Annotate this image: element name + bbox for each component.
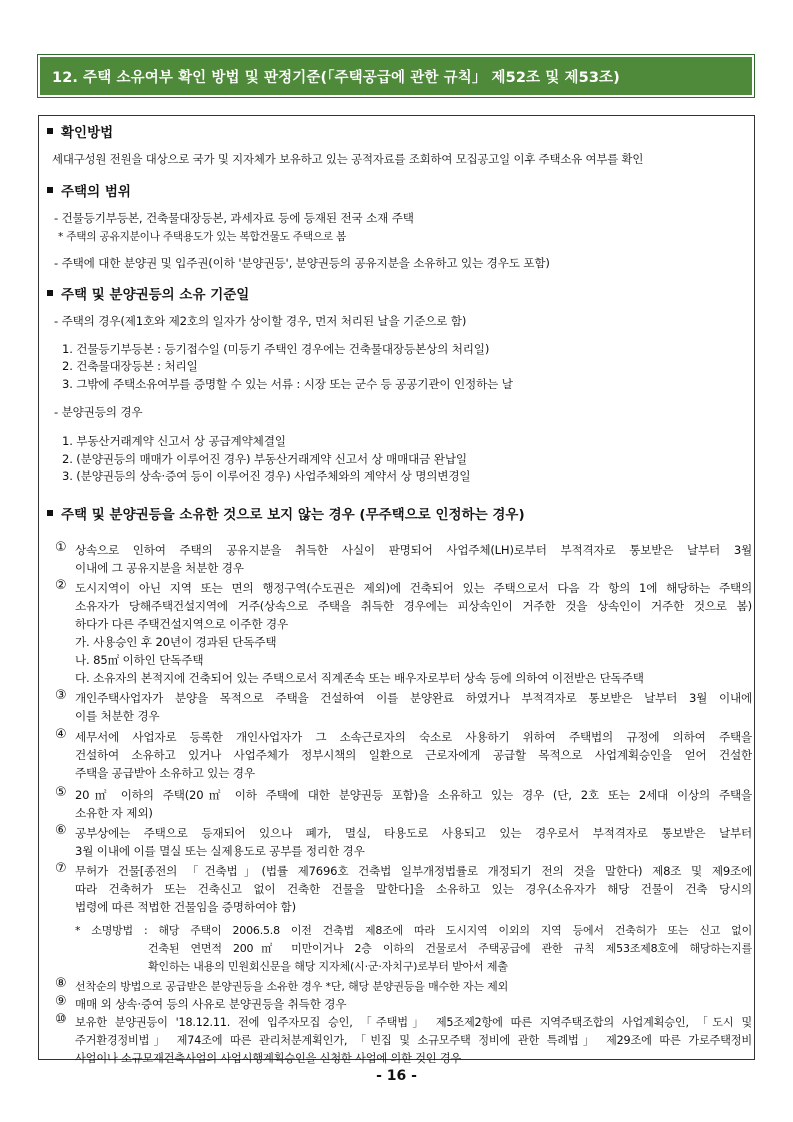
heading-label: 주택 및 분양권등의 소유 기준일 bbox=[61, 287, 250, 303]
scope-line-1: - 건물등기부등본, 건축물대장등본, 과세자료 등에 등재된 전국 소재 주택 bbox=[54, 211, 414, 225]
item-10-line-2: 주거환경정비법」 제74조에 따른 관리처분계획인가, 「빈집 및 소규모주택 정비에 관한 특례법」 제29조에 따른 가로주택정비 bbox=[75, 1034, 752, 1047]
heading-label: 주택의 범위 bbox=[61, 184, 131, 200]
presale-case-item-1: 1. 부동산거래계약 신고서 상 공급계약체결일 bbox=[62, 434, 286, 448]
item-1-line-1: 상속으로 인하여 주택의 공유지분을 취득한 사실이 판명되어 사업주체(LH)로부터 부적격자로 통보받은 날부터 3월 bbox=[75, 543, 752, 557]
item-number-10: ⑩ bbox=[55, 1012, 67, 1027]
housing-case-item-3: 3. 그밖에 주택소유여부를 증명할 수 있는 서류 : 시장 또는 군수 등 공공기관이 인정하는 날 bbox=[62, 377, 513, 391]
item-4-line-1: 세무서에 사업자로 등록한 개인사업자가 그 소속근로자의 숙소로 사용하기 위하여 주택법의 규정에 의하여 주택을 bbox=[75, 730, 752, 744]
section-title: 12. 주택 소유여부 확인 방법 및 판정기준(「주택공급에 관한 규칙」 제52조 및 제53조) bbox=[52, 69, 620, 86]
item-9-line-1: 매매 외 상속·증여 등의 사유로 분양권등을 취득한 경우 bbox=[75, 997, 347, 1011]
item-number-6: ⑥ bbox=[55, 823, 67, 838]
page-number: - 16 - bbox=[376, 1068, 417, 1084]
item-7-note-2: 건축된 연면적 200㎡ 미만이거나 2층 이하의 건물로서 주택공급에 관한 규칙 제53조제8호에 해당하는지를 bbox=[148, 942, 752, 955]
section-title-bar bbox=[40, 57, 752, 95]
item-number-8: ⑧ bbox=[55, 976, 67, 991]
housing-case-item-2: 2. 건축물대장등본 : 처리일 bbox=[62, 359, 198, 373]
item-5-line-1: 20㎡ 이하의 주택(20㎡ 이하 주택에 대한 분양권등 포함)을 소유하고 있는 경우 (단, 2호 또는 2세대 이상의 주택을 bbox=[75, 788, 752, 802]
heading-check-method bbox=[47, 121, 113, 141]
heading-label: 확인방법 bbox=[61, 125, 114, 141]
item-2-sub-a: 가. 사용승인 후 20년이 경과된 단독주택 bbox=[75, 635, 277, 649]
item-3-line-2: 이를 처분한 경우 bbox=[75, 709, 160, 723]
item-1-line-2: 이내에 그 공유지분을 처분한 경우 bbox=[75, 561, 244, 575]
item-number-2: ② bbox=[55, 578, 67, 593]
item-3-line-1: 개인주택사업자가 분양을 목적으로 주택을 건설하여 이를 분양완료 하였거나 부적격자로 통보받은 날부터 3월 이내에 bbox=[75, 691, 752, 705]
item-2-line-2: 소유자가 당해주택건설지역에 거주(상속으로 주택을 취득한 경우에는 피상속인이 거주한 것을 상속인이 거주한 것으로 봄) bbox=[75, 599, 752, 613]
item-5-line-2: 소유한 자 제외) bbox=[75, 806, 153, 820]
scope-note: * 주택의 공유지분이나 주택용도가 있는 복합건물도 주택으로 봄 bbox=[58, 231, 347, 243]
item-4-line-2: 건설하여 소유하고 있거나 사업주체가 정부시책의 일환으로 근로자에게 공급할 목적으로 사업계획승인을 얻어 건설한 bbox=[75, 748, 752, 762]
item-7-line-2: 따라 건축허가 또는 건축신고 없이 건축한 건물을 말한다]을 소유하고 있는 경우(소유자가 해당 건물이 건축 당시의 bbox=[75, 882, 752, 896]
check-method-text: 세대구성원 전원을 대상으로 국가 및 지자체가 보유하고 있는 공적자료를 조회하여 모집공고일 이후 주택소유 여부를 확인 bbox=[52, 152, 644, 166]
presale-case-item-2: 2. (분양권등의 매매가 이루어진 경우) 부동산거래계약 신고서 상 매매대금 완납일 bbox=[62, 452, 467, 466]
heading-label: 주택 및 분양권등을 소유한 것으로 보지 않는 경우 (무주택으로 인정하는 경우) bbox=[61, 507, 525, 523]
item-10-line-3: 사업이나 소규모재건축사업의 사업시행계획승인을 신청한 사업에 의한 것인 경우 bbox=[75, 1052, 462, 1065]
item-number-5: ⑤ bbox=[55, 785, 67, 800]
item-10-line-1: 보유한 분양권등이 '18.12.11. 전에 입주자모집 승인, 「주택법」 제5조제2항에 따른 지역주택조합의 사업계획승인, 「도시 및 bbox=[75, 1016, 752, 1029]
item-2-sub-b: 나. 85㎡ 이하인 단독주택 bbox=[75, 653, 204, 667]
section-title-box bbox=[37, 54, 755, 98]
item-number-3: ③ bbox=[55, 688, 67, 703]
item-number-4: ④ bbox=[55, 727, 67, 742]
item-6-line-1: 공부상에는 주택으로 등재되어 있으나 폐가, 멸실, 타용도로 사용되고 있는 경우로서 부적격자로 통보받은 날부터 bbox=[75, 826, 752, 840]
item-7-line-1: 무허가 건물[종전의 「건축법」(법률 제7696호 건축법 일부개정법률로 개정되기 전의 것을 말한다) 제8조 및 제9조에 bbox=[75, 864, 752, 878]
heading-housing-scope bbox=[47, 180, 131, 200]
bullet-square-icon bbox=[47, 510, 53, 516]
item-2-line-3: 하다가 다른 주택건설지역으로 이주한 경우 bbox=[75, 617, 289, 631]
heading-non-ownership bbox=[47, 503, 525, 523]
item-2-sub-c: 다. 소유자의 본적지에 건축되어 있는 주택으로서 직계존속 또는 배우자로부터 상속 등에 의하여 이전받은 단독주택 bbox=[75, 671, 644, 685]
bullet-square-icon bbox=[47, 187, 53, 193]
item-8-line-1: 선착순의 방법으로 공급받은 분양권등을 소유한 경우 *단, 해당 분양권등을 매수한 자는 제외 bbox=[75, 980, 509, 993]
bullet-square-icon bbox=[47, 290, 53, 296]
item-number-9: ⑨ bbox=[55, 994, 67, 1009]
item-6-line-2: 3월 이내에 이를 멸실 또는 실제용도로 공부를 정리한 경우 bbox=[75, 844, 365, 858]
bullet-square-icon bbox=[47, 128, 53, 134]
item-7-line-3: 법령에 따른 적법한 건물임을 증명하여야 함) bbox=[75, 900, 296, 914]
item-2-line-1: 도시지역이 아닌 지역 또는 면의 행정구역(수도권은 제외)에 건축되어 있는 주택으로서 다음 각 항의 1에 해당하는 주택의 bbox=[75, 581, 752, 595]
item-7-note-1: * 소명방법 : 해당 주택이 2006.5.8 이전 건축법 제8조에 따라 도시지역 이외의 지역 등에서 건축허가 또는 신고 없이 bbox=[75, 924, 752, 937]
housing-case-item-1: 1. 건물등기부등본 : 등기접수일 (미등기 주택인 경우에는 건축물대장등본상의 처리일) bbox=[62, 342, 490, 356]
scope-line-2: - 주택에 대한 분양권 및 입주권(이하 '분양권등', 분양권등의 공유지분을 소유하고 있는 경우도 포함) bbox=[54, 256, 550, 270]
presale-case: - 분양권등의 경우 bbox=[54, 405, 143, 419]
item-4-line-3: 주택을 공급받아 소유하고 있는 경우 bbox=[75, 766, 255, 780]
item-number-7: ⑦ bbox=[55, 861, 67, 876]
housing-case: - 주택의 경우(제1호와 제2호의 일자가 상이할 경우, 먼저 처리된 날을 기준으로 함) bbox=[54, 314, 467, 328]
presale-case-item-3: 3. (분양권등의 상속·증여 등이 이루어진 경우) 사업주체와의 계약서 상 명의변경일 bbox=[62, 469, 471, 483]
item-number-1: ① bbox=[55, 540, 67, 555]
heading-ownership-date bbox=[47, 283, 249, 303]
item-7-note-3: 확인하는 내용의 민원회신문을 해당 지자체(시·군·자치구)로부터 받아서 제출 bbox=[148, 960, 508, 973]
